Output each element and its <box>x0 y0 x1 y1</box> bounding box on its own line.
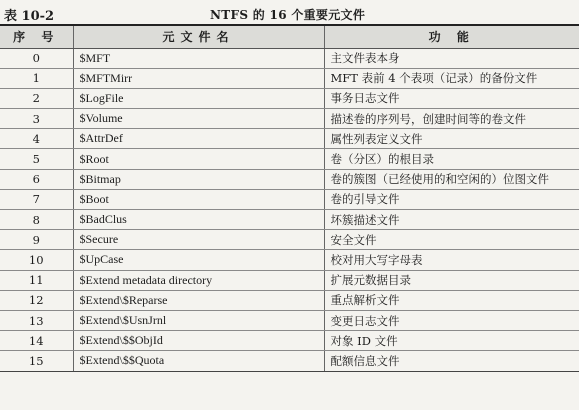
cell-name: $Extend\$Reparse <box>73 290 324 310</box>
cell-index: 7 <box>0 189 73 209</box>
table-row <box>0 129 579 149</box>
cell-name: $Extend metadata directory <box>73 270 324 290</box>
table-title: NTFS 的 16 个重要元文件 <box>210 8 366 22</box>
cell-function: 属性列表定义文件 <box>324 129 579 149</box>
cell-function: 变更日志文件 <box>324 310 579 330</box>
cell-index: 11 <box>0 270 73 290</box>
cell-function: 事务日志文件 <box>324 88 579 108</box>
table-row <box>0 169 579 189</box>
metafile-table <box>0 24 579 372</box>
cell-name: $MFTMirr <box>73 68 324 88</box>
cell-name: $Secure <box>73 230 324 250</box>
cell-name: $Root <box>73 149 324 169</box>
cell-name: $Extend\$$Quota <box>73 351 324 371</box>
header-name: 元文件名 <box>73 25 324 48</box>
cell-name: $Bitmap <box>73 169 324 189</box>
cell-function: 坏簇描述文件 <box>324 210 579 230</box>
cell-index: 4 <box>0 129 73 149</box>
table-row <box>0 351 579 371</box>
table-row <box>0 290 579 310</box>
cell-function: 扩展元数据目录 <box>324 270 579 290</box>
cell-index: 2 <box>0 88 73 108</box>
cell-name: $Extend\$UsnJrnl <box>73 310 324 330</box>
table-row <box>0 230 579 250</box>
cell-index: 1 <box>0 68 73 88</box>
header-row <box>0 25 579 48</box>
table-caption <box>0 4 579 24</box>
table-row <box>0 310 579 330</box>
cell-name: $AttrDef <box>73 129 324 149</box>
table-number-label: 表 10-2 <box>4 9 55 24</box>
header-function: 功 能 <box>324 25 579 48</box>
table-row <box>0 250 579 270</box>
header-index: 序 号 <box>0 25 73 48</box>
cell-function: 对象 ID 文件 <box>324 331 579 351</box>
cell-index: 6 <box>0 169 73 189</box>
cell-name: $BadClus <box>73 210 324 230</box>
table-header <box>0 25 579 48</box>
cell-index: 12 <box>0 290 73 310</box>
cell-name: $Boot <box>73 189 324 209</box>
cell-index: 14 <box>0 331 73 351</box>
table-row <box>0 331 579 351</box>
cell-index: 10 <box>0 250 73 270</box>
cell-name: $LogFile <box>73 88 324 108</box>
cell-index: 5 <box>0 149 73 169</box>
cell-name: $MFT <box>73 48 324 68</box>
cell-index: 13 <box>0 310 73 330</box>
table-row <box>0 48 579 68</box>
cell-name: $Extend\$$ObjId <box>73 331 324 351</box>
cell-function: 卷的引导文件 <box>324 189 579 209</box>
cell-function: 重点解析文件 <box>324 290 579 310</box>
table-row <box>0 149 579 169</box>
cell-index: 15 <box>0 351 73 371</box>
cell-function: 安全文件 <box>324 230 579 250</box>
cell-function: 配额信息文件 <box>324 351 579 371</box>
table-row <box>0 270 579 290</box>
table-row <box>0 68 579 88</box>
cell-name: $UpCase <box>73 250 324 270</box>
table-row <box>0 88 579 108</box>
cell-index: 8 <box>0 210 73 230</box>
table-row <box>0 189 579 209</box>
table-row <box>0 210 579 230</box>
cell-function: 卷（分区）的根目录 <box>324 149 579 169</box>
table-body <box>0 48 579 371</box>
cell-function: 校对用大写字母表 <box>324 250 579 270</box>
cell-index: 9 <box>0 230 73 250</box>
cell-index: 0 <box>0 48 73 68</box>
cell-function: 主文件表本身 <box>324 48 579 68</box>
cell-function: MFT 表前 4 个表项（记录）的备份文件 <box>324 68 579 88</box>
cell-function: 描述卷的序列号，创建时间等的卷文件 <box>324 109 579 129</box>
cell-function: 卷的簇图（已经使用的和空闲的）位图文件 <box>324 169 579 189</box>
cell-name: $Volume <box>73 109 324 129</box>
table-row <box>0 109 579 129</box>
cell-index: 3 <box>0 109 73 129</box>
